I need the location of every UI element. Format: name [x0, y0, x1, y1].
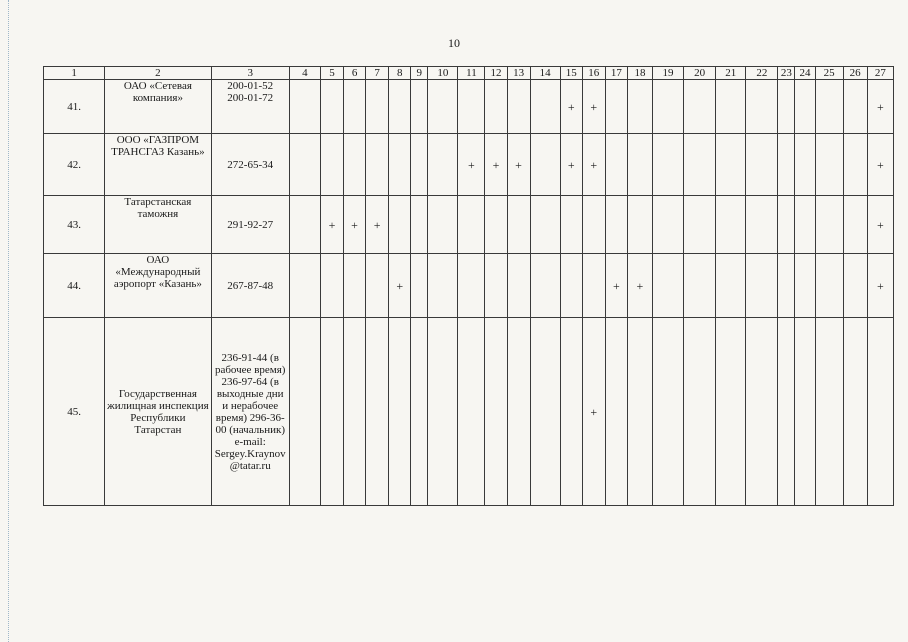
header-col-21: 21 [716, 67, 746, 80]
plus-mark-col-8: + [389, 254, 411, 318]
mark-cell-col-13 [507, 254, 530, 318]
plus-mark-col-16: + [582, 134, 605, 196]
mark-cell-col-19 [652, 318, 683, 506]
mark-cell-col-26 [843, 80, 867, 134]
mark-cell-col-18 [627, 196, 652, 254]
mark-cell-col-4 [289, 254, 320, 318]
mark-cell-col-9 [411, 254, 428, 318]
mark-cell-col-8 [389, 318, 411, 506]
mark-cell-col-24 [795, 196, 815, 254]
plus-mark-col-6: + [344, 196, 366, 254]
organization-phone: 272-65-34 [211, 134, 289, 196]
mark-cell-col-14 [530, 134, 560, 196]
mark-cell-col-12 [485, 196, 507, 254]
plus-mark-col-13: + [507, 134, 530, 196]
mark-cell-col-14 [530, 196, 560, 254]
mark-cell-col-16 [582, 254, 605, 318]
header-row [44, 67, 894, 80]
mark-cell-col-9 [411, 196, 428, 254]
mark-cell-col-10 [428, 134, 458, 196]
mark-cell-col-17 [605, 80, 627, 134]
header-col-24: 24 [795, 67, 815, 80]
mark-cell-col-10 [428, 318, 458, 506]
plus-mark-col-5: + [320, 196, 343, 254]
mark-cell-col-19 [652, 254, 683, 318]
mark-cell-col-17 [605, 196, 627, 254]
mark-cell-col-7 [366, 254, 389, 318]
mark-cell-col-11 [458, 80, 485, 134]
header-col-26: 26 [843, 67, 867, 80]
organization-phone: 267-87-48 [211, 254, 289, 318]
mark-cell-col-17 [605, 318, 627, 506]
header-col-9: 9 [411, 67, 428, 80]
page-number: 10 [448, 36, 460, 50]
mark-cell-col-24 [795, 254, 815, 318]
mark-cell-col-18 [627, 318, 652, 506]
organization-phone: 236-91-44 (в рабочее время) 236-97-64 (в выходные дни и нерабочее время) 296-36-00 (начальник) e-mail: Sergey.Kraynov@tatar.ru [211, 318, 289, 506]
organization-name: Государственная жилищная инспекция Республики Татарстан [105, 318, 211, 506]
mark-cell-col-8 [389, 80, 411, 134]
mark-cell-col-14 [530, 318, 560, 506]
mark-cell-col-13 [507, 80, 530, 134]
mark-cell-col-9 [411, 80, 428, 134]
header-col-11: 11 [458, 67, 485, 80]
mark-cell-col-15 [560, 318, 582, 506]
organization-name: ОАО «Сетевая компания» [105, 80, 211, 134]
mark-cell-col-26 [843, 196, 867, 254]
mark-cell-col-9 [411, 318, 428, 506]
mark-cell-col-19 [652, 196, 683, 254]
mark-cell-col-18 [627, 134, 652, 196]
plus-mark-col-18: + [627, 254, 652, 318]
table-row [44, 80, 894, 134]
plus-mark-col-15: + [560, 80, 582, 134]
mark-cell-col-4 [289, 80, 320, 134]
header-col-27: 27 [867, 67, 893, 80]
mark-cell-col-24 [795, 134, 815, 196]
mark-cell-col-22 [746, 318, 778, 506]
header-col-15: 15 [560, 67, 582, 80]
plus-mark-col-27: + [867, 134, 893, 196]
header-col-16: 16 [582, 67, 605, 80]
mark-cell-col-17 [605, 134, 627, 196]
header-col-19: 19 [652, 67, 683, 80]
mark-cell-col-21 [716, 254, 746, 318]
header-col-17: 17 [605, 67, 627, 80]
plus-mark-col-27: + [867, 254, 893, 318]
mark-cell-col-21 [716, 134, 746, 196]
mark-cell-col-26 [843, 318, 867, 506]
row-number: 41. [44, 80, 105, 134]
mark-cell-col-25 [815, 254, 843, 318]
mark-cell-col-26 [843, 134, 867, 196]
mark-cell-col-23 [778, 134, 795, 196]
mark-cell-col-25 [815, 80, 843, 134]
organization-phone: 291-92-27 [211, 196, 289, 254]
header-col-25: 25 [815, 67, 843, 80]
plus-mark-col-15: + [560, 134, 582, 196]
plus-mark-col-16: + [582, 318, 605, 506]
mark-cell-col-6 [344, 318, 366, 506]
mark-cell-col-25 [815, 196, 843, 254]
mark-cell-col-24 [795, 318, 815, 506]
header-col-13: 13 [507, 67, 530, 80]
header-col-23: 23 [778, 67, 795, 80]
header-col-22: 22 [746, 67, 778, 80]
mark-cell-col-27 [867, 318, 893, 506]
mark-cell-col-8 [389, 196, 411, 254]
mark-cell-col-11 [458, 196, 485, 254]
plus-mark-col-11: + [458, 134, 485, 196]
mark-cell-col-14 [530, 80, 560, 134]
mark-cell-col-21 [716, 318, 746, 506]
mark-cell-col-4 [289, 318, 320, 506]
row-number: 44. [44, 254, 105, 318]
mark-cell-col-22 [746, 254, 778, 318]
row-number: 42. [44, 134, 105, 196]
mark-cell-col-12 [485, 318, 507, 506]
mark-cell-col-20 [684, 318, 716, 506]
plus-mark-col-12: + [485, 134, 507, 196]
plus-mark-col-16: + [582, 80, 605, 134]
mark-cell-col-8 [389, 134, 411, 196]
organization-name: ОАО «Международный аэропорт «Казань» [105, 254, 211, 318]
mark-cell-col-19 [652, 80, 683, 134]
mark-cell-col-4 [289, 196, 320, 254]
scan-edge [8, 0, 9, 642]
plus-mark-col-17: + [605, 254, 627, 318]
mark-cell-col-15 [560, 254, 582, 318]
mark-cell-col-20 [684, 134, 716, 196]
mark-cell-col-15 [560, 196, 582, 254]
mark-cell-col-12 [485, 254, 507, 318]
mark-cell-col-11 [458, 254, 485, 318]
mark-cell-col-20 [684, 80, 716, 134]
mark-cell-col-25 [815, 318, 843, 506]
header-col-12: 12 [485, 67, 507, 80]
mark-cell-col-7 [366, 134, 389, 196]
mark-cell-col-7 [366, 80, 389, 134]
plus-mark-col-27: + [867, 80, 893, 134]
mark-cell-col-23 [778, 318, 795, 506]
mark-cell-col-20 [684, 254, 716, 318]
mark-cell-col-10 [428, 254, 458, 318]
header-col-8: 8 [389, 67, 411, 80]
mark-cell-col-6 [344, 80, 366, 134]
mark-cell-col-21 [716, 196, 746, 254]
mark-cell-col-9 [411, 134, 428, 196]
header-col-2: 2 [105, 67, 211, 80]
mark-cell-col-23 [778, 80, 795, 134]
organization-name: ООО «ГАЗПРОМ ТРАНСГАЗ Казань» [105, 134, 211, 196]
mark-cell-col-5 [320, 254, 343, 318]
mark-cell-col-22 [746, 196, 778, 254]
mark-cell-col-7 [366, 318, 389, 506]
mark-cell-col-22 [746, 80, 778, 134]
table-row [44, 134, 894, 196]
header-col-5: 5 [320, 67, 343, 80]
organization-phone: 200-01-52 200-01-72 [211, 80, 289, 134]
mark-cell-col-10 [428, 196, 458, 254]
mark-cell-col-10 [428, 80, 458, 134]
mark-cell-col-13 [507, 318, 530, 506]
mark-cell-col-20 [684, 196, 716, 254]
mark-cell-col-12 [485, 80, 507, 134]
table-row [44, 254, 894, 318]
mark-cell-col-21 [716, 80, 746, 134]
row-number: 45. [44, 318, 105, 506]
mark-cell-col-23 [778, 254, 795, 318]
header-col-6: 6 [344, 67, 366, 80]
plus-mark-col-7: + [366, 196, 389, 254]
organization-name: Татарстанская таможня [105, 196, 211, 254]
mark-cell-col-18 [627, 80, 652, 134]
header-col-4: 4 [289, 67, 320, 80]
mark-cell-col-26 [843, 254, 867, 318]
plus-mark-col-27: + [867, 196, 893, 254]
mark-cell-col-11 [458, 318, 485, 506]
header-col-20: 20 [684, 67, 716, 80]
header-col-7: 7 [366, 67, 389, 80]
mark-cell-col-4 [289, 134, 320, 196]
mark-cell-col-14 [530, 254, 560, 318]
organizations-table [43, 66, 894, 506]
mark-cell-col-6 [344, 134, 366, 196]
header-col-14: 14 [530, 67, 560, 80]
table-row [44, 196, 894, 254]
header-col-18: 18 [627, 67, 652, 80]
mark-cell-col-16 [582, 196, 605, 254]
row-number: 43. [44, 196, 105, 254]
header-col-1: 1 [44, 67, 105, 80]
mark-cell-col-24 [795, 80, 815, 134]
mark-cell-col-5 [320, 134, 343, 196]
mark-cell-col-6 [344, 254, 366, 318]
table-row [44, 318, 894, 506]
mark-cell-col-13 [507, 196, 530, 254]
mark-cell-col-5 [320, 318, 343, 506]
mark-cell-col-25 [815, 134, 843, 196]
header-col-3: 3 [211, 67, 289, 80]
mark-cell-col-22 [746, 134, 778, 196]
header-col-10: 10 [428, 67, 458, 80]
mark-cell-col-19 [652, 134, 683, 196]
mark-cell-col-23 [778, 196, 795, 254]
mark-cell-col-5 [320, 80, 343, 134]
